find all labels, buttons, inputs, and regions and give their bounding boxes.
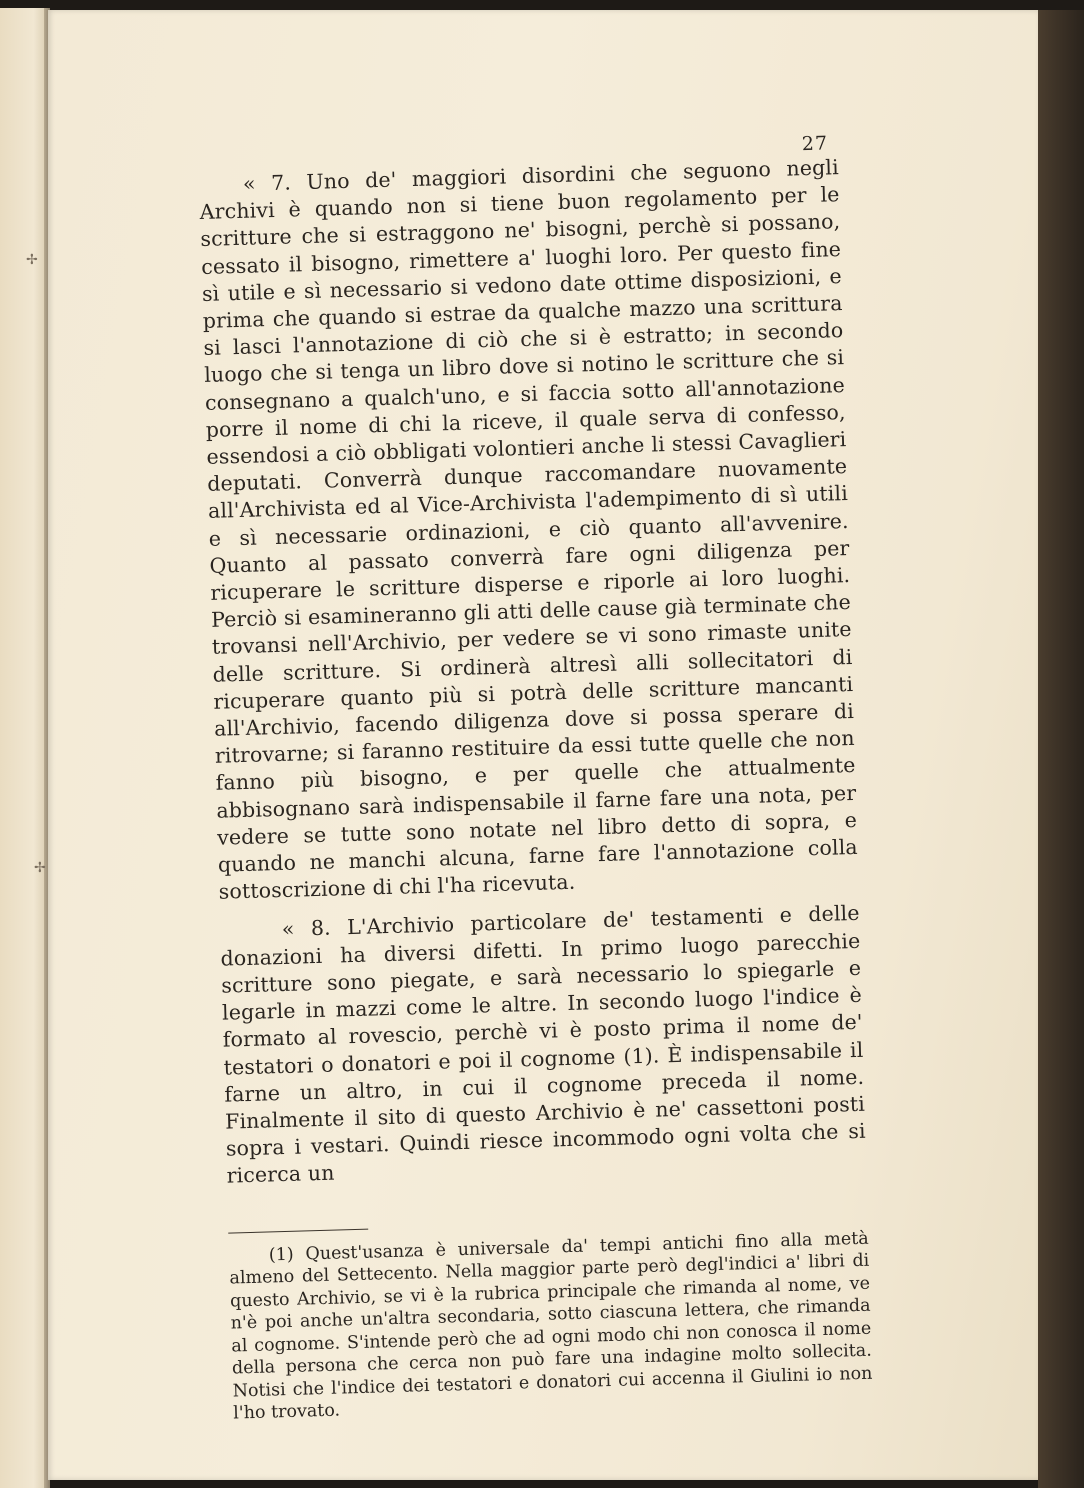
scan-border [1038, 10, 1084, 1488]
paragraph-8: « 8. L'Archivio particolare de' testamenti e delle donazioni ha diversi difetti. In primo luogo parecchie scritture sono piegate, e sarà necessario lo spiegarle e legarle in mazzi come le altre. In secondo luogo l'indice è formato al rovescio, perchè vi è posto prima il nome de' testatori o donatori e poi il cognome (1). È indispensabile il farne un altro, in cui il cognome preceda il nome. Finalmente il sito di questo Archivio è ne' cassettoni posti sopra i vestari. Quindi riesce incommodo ogni volta che si ricerca un [220, 901, 866, 1188]
footnote-divider [228, 1228, 368, 1233]
margin-mark-icon: ✢ [26, 252, 38, 268]
paragraph-7: « 7. Uno de' maggiori disordini che seguono negli Archivi è quando non si tiene buon regolamento per le scritture che si estraggono ne' bisogni, perchè si possano, cessato il bisogno, rimettere a' luoghi loro. Per questo fine sì utile e sì necessario si vedono date ottime disposizioni, e prima che quando si estrae da qualche mazzo una scrittura si lasci l'annotazione di ciò che si è estratto; in secondo luogo che si tenga un libro dove si notino le scritture che si consegnano a qualch'uno, e si faccia sotto all'annotazione porre il nome di chi la riceve, il quale serva di confesso, essendosi a ciò obbligati volontieri anche li stessi Cavaglieri deputati. Converrà dunque raccomandare nuovamente all'Archivista ed al Vice-Archivista l'adempimento di sì utili e sì necessarie ordinazioni, e ciò quanto all'avvenire. Quanto al passato converrà fare ogni diligenza per ricuperare le scritture disperse e riporle ai loro luoghi. Perciò si esamineranno gli atti delle cause già terminate che trovansi nell'Archivio, per vedere se vi sono rimaste unite delle scritture. Si ordinerà altresì alli sollecitatori di ricuperare quanto più si potrà delle scritture mancanti all'Archivio, facendo diligenza dove si possa sperare di ritrovarne; si faranno restituire da essi tutte quelle che non fanno più bisogno, e per quelle che attualmente abbisognano sarà indispensabile il farne fare una nota, per vedere se tutte sono notate nel libro detto di sopra, e quando ne manchi alcuna, farne fare l'annotazione colla sottoscrizione di chi l'ha ricevuta. [199, 155, 859, 904]
footnote: (1) Quest'usanza è universale da' tempi antichi fino alla metà almeno del Settecento. Nella maggior parte però degl'indici a' libri di questo Archivio, se vi è la rubrica principale che rimanda al nome, ve n'è poi anche un'altra secondaria, sotto ciascuna lettera, che rimanda al cognome. S'intende però che ad ogni modo chi non conosca il nome della persona che cerca non può fare una indagine molto sollecita. Notisi che l'indice dei testatori e donatori cui accenna il Giulini io non l'ho trovato. [229, 1228, 873, 1424]
facing-page-edge [0, 8, 48, 1488]
page-number: 27 [801, 132, 829, 156]
margin-mark-icon: ✢ [34, 860, 46, 876]
page-content [198, 132, 873, 1425]
